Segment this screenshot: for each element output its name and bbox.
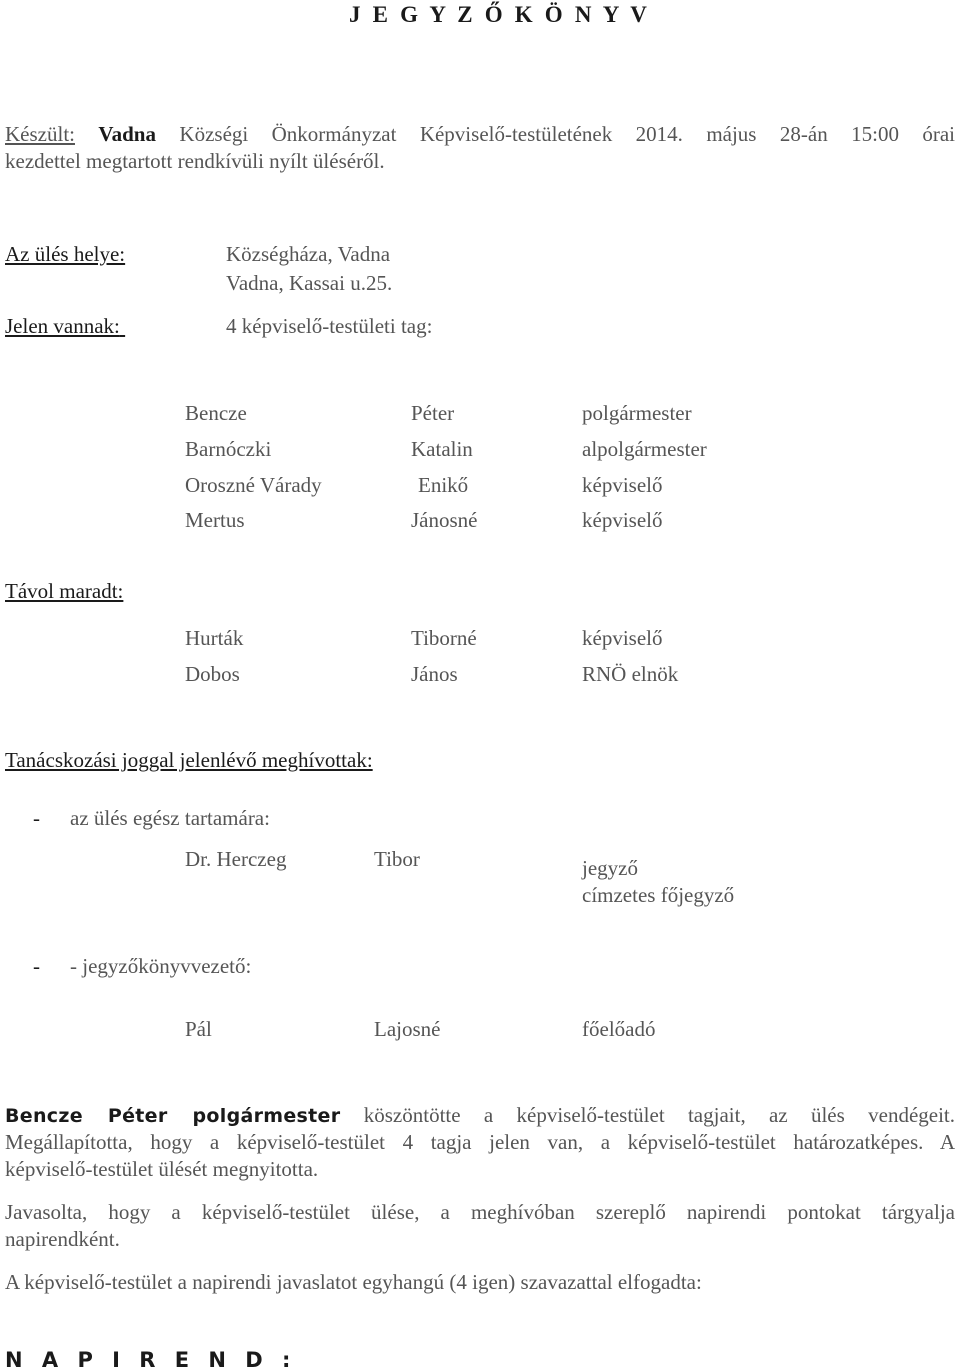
- opening-paragraph: [5, 1102, 955, 1183]
- member-first-name: Katalin: [411, 437, 473, 461]
- venue-line-1: Községháza, Vadna: [226, 242, 391, 266]
- bullet-dash: -: [33, 954, 40, 978]
- document-title: J E G Y Z Ő K Ö N Y V: [349, 2, 651, 27]
- member-last-name: Barnóczki: [185, 437, 272, 461]
- absent-first-name: Tiborné: [411, 626, 477, 650]
- member-last-name: Oroszné Várady: [185, 473, 322, 497]
- header-place: Vadna: [98, 122, 156, 146]
- recorder-first-name: Lajosné: [374, 1017, 441, 1041]
- member-role: alpolgármester: [582, 437, 707, 461]
- member-first-name: Enikő: [418, 473, 469, 497]
- opening-line-2: Megállapította, hogy a képviselő-testület 4 tagja jelen van, a képviselő-testület határozatképes. A: [5, 1130, 955, 1154]
- invitee-role-1: jegyző: [582, 856, 638, 880]
- invitee-first-name: Tibor: [374, 847, 420, 871]
- member-first-name: Jánosné: [411, 508, 478, 532]
- header-line1-rest: Községi Önkormányzat Képviselő-testületének 2014. május 28-án 15:00 órai: [179, 122, 955, 146]
- member-role: polgármester: [582, 401, 692, 425]
- venue-line-2: Vadna, Kassai u.25.: [226, 271, 393, 295]
- absent-label: Távol maradt:: [5, 579, 124, 603]
- member-last-name: Bencze: [185, 401, 247, 425]
- header-paragraph: [5, 121, 955, 175]
- opening-line-3: képviselő-testület ülését megnyitotta.: [5, 1157, 319, 1181]
- absent-role: képviselő: [582, 626, 663, 650]
- absent-last-name: Dobos: [185, 662, 240, 686]
- proposal-line-2: napirendként.: [5, 1227, 120, 1251]
- member-first-name: Péter: [411, 401, 455, 425]
- venue-label: Az ülés helye:: [5, 242, 126, 266]
- proposal-paragraph: [5, 1199, 955, 1253]
- adoption-paragraph: [5, 1269, 955, 1296]
- header-label: Készült:: [5, 122, 75, 146]
- absent-first-name: János: [411, 662, 458, 686]
- proposal-line-1: Javasolta, hogy a képviselő-testület ülése, a meghívóban szereplő napirendi pontokat tárgyalja: [5, 1200, 955, 1224]
- member-role: képviselő: [582, 508, 663, 532]
- mayor-name: Bencze Péter polgármester: [5, 1105, 341, 1127]
- bullet-text-duration: az ülés egész tartamára:: [70, 806, 270, 830]
- present-label: Jelen vannak:: [5, 314, 120, 338]
- header-line-2: kezdettel megtartott rendkívüli nyílt üléséről.: [5, 149, 385, 173]
- bullet-dash: -: [33, 806, 40, 830]
- header-line-1: [5, 121, 955, 148]
- bullet-text-recorder: - jegyzőkönyvvezető:: [70, 954, 252, 978]
- invitees-heading: Tanácskozási joggal jelenlévő meghívottak:: [5, 748, 373, 772]
- absent-last-name: Hurták: [185, 626, 244, 650]
- invitee-role-2: címzetes főjegyző: [582, 883, 735, 907]
- recorder-role: főelőadó: [582, 1017, 656, 1041]
- opening-line-1: Bencze Péter polgármester köszöntötte a képviselő-testület tagjait, az ülés vendégeit.: [5, 1103, 956, 1127]
- present-summary: 4 képviselő-testületi tag:: [226, 314, 433, 338]
- agenda-heading: N A P I R E N D :: [5, 1348, 297, 1372]
- recorder-last-name: Pál: [185, 1017, 212, 1041]
- absent-role: RNÖ elnök: [582, 662, 679, 686]
- invitee-last-name: Dr. Herczeg: [185, 847, 287, 871]
- adoption-line: A képviselő-testület a napirendi javaslatot egyhangú (4 igen) szavazattal elfogadta:: [5, 1270, 702, 1294]
- member-last-name: Mertus: [185, 508, 245, 532]
- member-role: képviselő: [582, 473, 663, 497]
